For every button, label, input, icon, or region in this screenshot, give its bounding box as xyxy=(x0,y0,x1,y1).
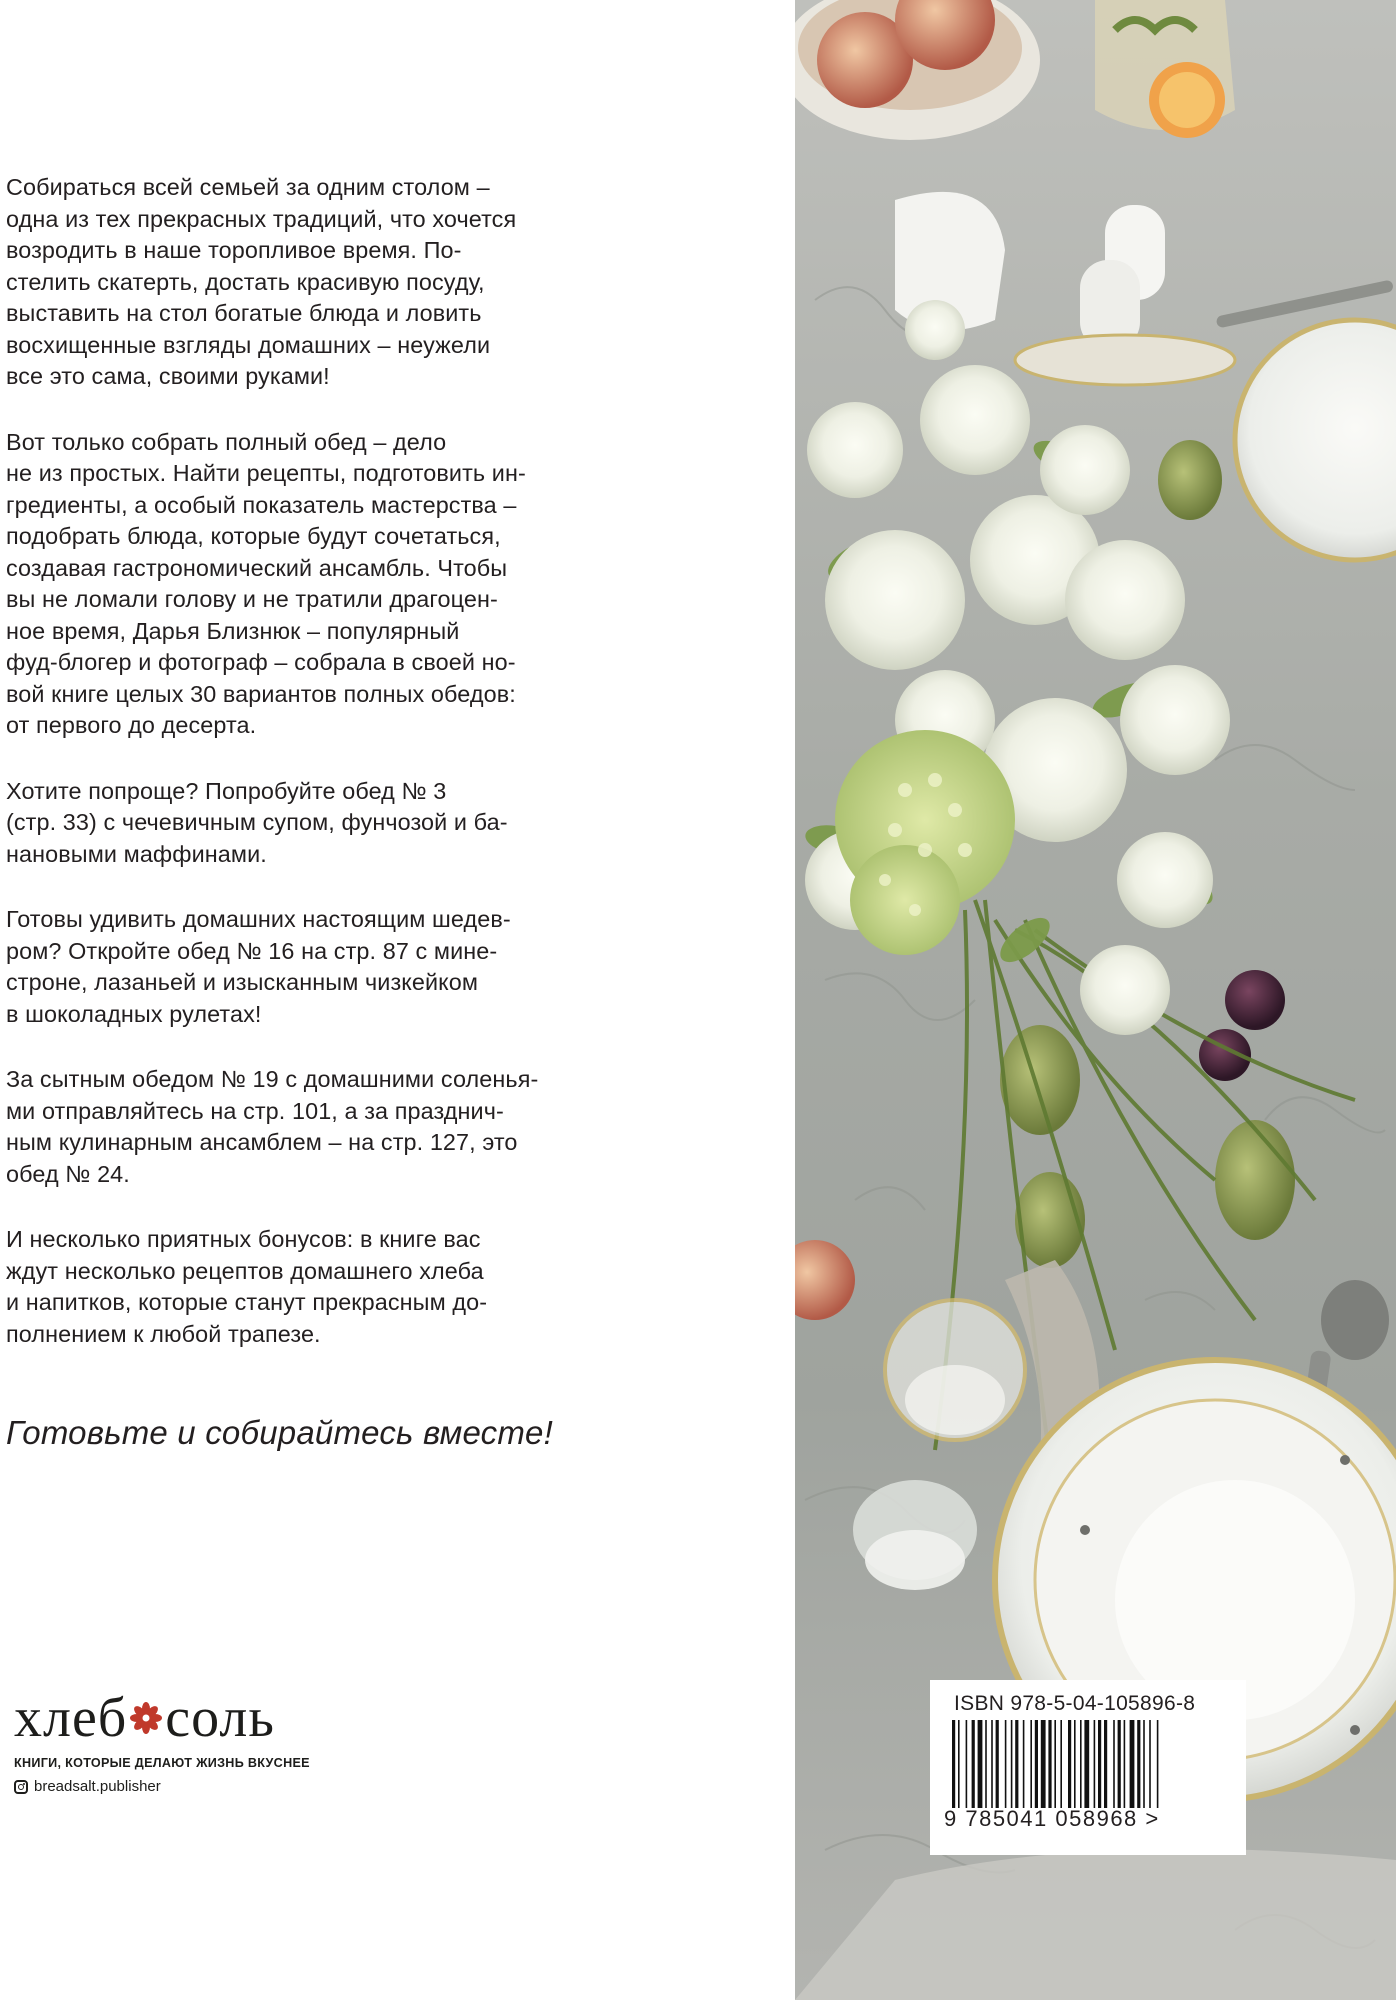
instagram-icon xyxy=(14,1780,28,1794)
logo-word-right: соль xyxy=(165,1687,275,1749)
publisher-logo xyxy=(14,1687,334,1795)
paragraph-intro: Собираться всей семьей за одним столом – одна из тех прекрасных традиций, что хочется возродить в наше торопливое время. По- стелить скатерть, достать красивую посуду, выставить на стол богатые блюда и ловить восхищенные взгляды домашних – неужели все это сама, своими руками! xyxy=(6,174,517,389)
slogan: Готовьте и собирайтесь вместе! xyxy=(6,1414,553,1451)
paragraph-masterpiece-lunch: Готовы удивить домашних настоящим шедев- ром? Откройте обед № 16 на стр. 87 с мине- строне, лазаньей и изысканным чизкейком в шоколадных рулетах! xyxy=(6,906,511,1027)
flower-icon xyxy=(129,1701,163,1735)
logo-wordmark xyxy=(14,1687,334,1749)
paragraph-bonuses: И несколько приятных бонусов: в книге вас ждут несколько рецептов домашнего хлеба и напитков, которые станут прекрасным до- полнением к любой трапезе. xyxy=(6,1226,488,1347)
paragraph-simple-lunch: Хотите попроще? Попробуйте обед № 3 (стр. 33) с чечевичным супом, фунчозой и ба- нановыми маффинами. xyxy=(6,777,508,867)
isbn-barcode-label xyxy=(930,1680,1246,1855)
paragraph-about-book: Вот только собрать полный обед – дело не из простых. Найти рецепты, подготовить ин- гредиенты, а особый показатель мастерства – подобрать блюда, которые будут сочетаться, создавая гастрономический ансамбль. Чтобы вы не ломали голову и не тратили драгоцен- ное время, Дарья Близнюк – популярный фуд-блогер и фотограф – собрала в своей но- вой книге целых 30 вариантов полных обедов: от первого до десерта. xyxy=(6,428,526,738)
barcode-icon xyxy=(952,1720,1232,1808)
blurb-text xyxy=(6,172,566,1384)
paragraph-hearty-lunch: За сытным обедом № 19 с домашними соленья- ми отправляйтесь на стр. 101, а за празднич- ным кулинарным ансамблем – на стр. 127, это обед № 24. xyxy=(6,1066,539,1187)
logo-word-left: хлеб xyxy=(14,1687,128,1749)
publisher-tagline: КНИГИ, КОТОРЫЕ ДЕЛАЮТ ЖИЗНЬ ВКУСНЕЕ xyxy=(14,1756,310,1770)
publisher-instagram xyxy=(14,1778,334,1795)
barcode-digits: 9 785041 058968 > xyxy=(944,1806,1160,1831)
instagram-handle: breadsalt.publisher xyxy=(34,1778,161,1795)
isbn-number: ISBN 978-5-04-105896-8 xyxy=(954,1692,1196,1715)
